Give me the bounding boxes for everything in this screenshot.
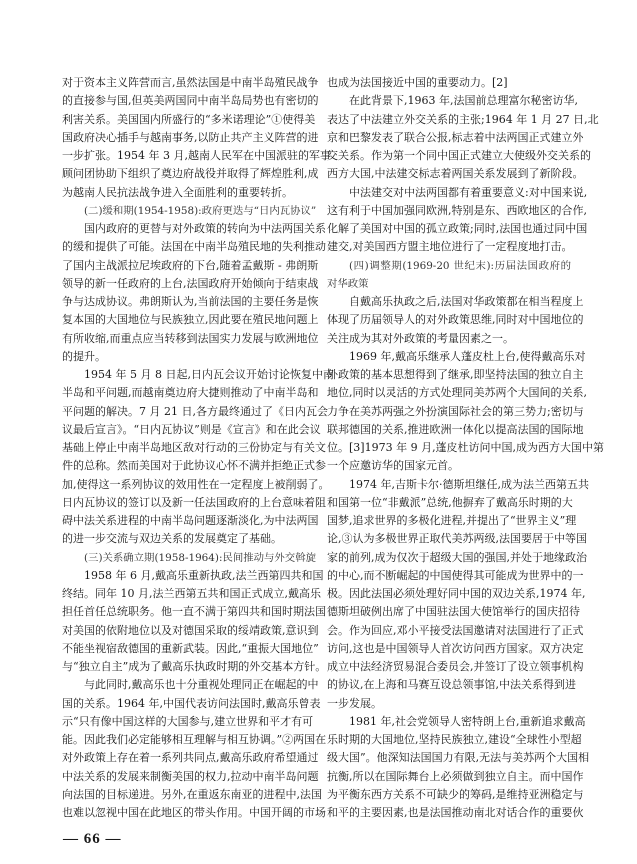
section-heading-line: (二)缓和期(1954-1958):政府更迭与“日内瓦协议” bbox=[84, 204, 317, 217]
text-line: 能。因此我们必定能够相互理解与相互协调。”②两国在 bbox=[62, 733, 327, 746]
text-line: 交关系。作为第一个同中国正式建立大使级外交关系的 bbox=[327, 149, 591, 162]
text-line: 不能坐视宿敌德国的重新武装。因此,“重振大国地位” bbox=[62, 641, 319, 655]
text-line: 件的总称。然而美国对于此协议心怀不满并拒绝正式参 bbox=[62, 459, 326, 473]
text-line: 示“只有像中国这样的大国参与,建立世界和平才有可 bbox=[62, 714, 314, 728]
text-line: 担任首任总统职务。他一直不满于第四共和国时期法国 bbox=[62, 605, 326, 619]
text-line: 复本国的大国地位与民族独立,因此要在殖民地问题上 bbox=[62, 313, 319, 327]
text-line: 1969 年,戴高乐继承人蓬皮杜上台,使得戴高乐对 bbox=[349, 349, 586, 363]
text-line: 顾问团协助下组织了奠边府战役并取得了辉煌胜利,成 bbox=[62, 167, 319, 181]
text-line: 中法建交对中法两国都有着重要意义:对中国来说, bbox=[349, 185, 588, 199]
text-line: 对外政策上存在着一系列共同点,戴高乐政府希望通过 bbox=[62, 751, 319, 765]
text-line: 力争在美苏两强之外扮演国际社会的第三势力;密切与 bbox=[327, 404, 584, 418]
text-line: 会。作为回应,邓小平接受法国邀请对法国进行了正式 bbox=[327, 623, 584, 637]
text-line: 国的关系。1964 年,中国代表访问法国时,戴高乐曾表 bbox=[62, 696, 321, 710]
text-line: 论,③认为多极世界正取代美苏两级,法国要居于中等国 bbox=[327, 532, 587, 546]
text-line: 碍中法关系进程的中南半岛问题逐渐淡化,为中法两国 bbox=[62, 514, 319, 527]
section-heading-line: 对华政策 bbox=[327, 277, 369, 290]
text-line: 外政策的基本思想得到了继承,即坚持法国的独立自主 bbox=[327, 368, 584, 381]
text-line: 领导的新一任政府的上台,法国政府开始倾向于结束战 bbox=[62, 276, 319, 290]
text-line: 位。[3]1973 年 9 月,蓬皮杜访问中国,成为西方大国中第 bbox=[327, 441, 605, 454]
text-line: 的协议,在上海和马赛互设总领事馆,中法关系得到进 bbox=[327, 678, 576, 692]
text-line: 地位,同时以灵活的方式处理同美苏两个大国间的关系, bbox=[327, 386, 587, 400]
text-line: 也成为法国接近中国的重要动力。[2] bbox=[327, 76, 508, 89]
text-line: 抗衡,所以在国际舞台上必须做到独立自主。而中国作 bbox=[327, 769, 584, 783]
text-line: 极。因此法国必须处理好同中国的双边关系,1974 年, bbox=[327, 587, 586, 600]
text-line: 对于资本主义阵营而言,虽然法国是中南半岛殖民战争 bbox=[62, 76, 319, 89]
text-line: 一步发展。 bbox=[327, 696, 382, 710]
section-heading-line: (三)关系确立期(1958-1964):民间推动与外交斡旋 bbox=[84, 551, 316, 564]
text-line: 日内瓦协议的签订以及新一任法国政府的上台意味着阻 bbox=[62, 495, 326, 509]
text-line: 表达了中法建立外交关系的主张;1964 年 1 月 27 日,北 bbox=[327, 112, 599, 126]
text-line: 1974 年,吉斯卡尔·德斯坦继任,成为法兰西第五共 bbox=[349, 477, 589, 491]
text-line: 与此同时,戴高乐也十分重视处理同正在崛起的中 bbox=[84, 678, 319, 692]
text-line: 一个应邀访华的国家元首。 bbox=[327, 459, 459, 473]
text-line: 德斯坦破例出席了中国驻法国大使馆举行的国庆招待 bbox=[327, 605, 580, 619]
text-line: 乐时期的大国地位,坚持民族独立,建设“全球性小型超 bbox=[327, 733, 582, 746]
text-line: 自戴高乐执政之后,法国对华政策都在相当程度上 bbox=[349, 295, 584, 308]
left-text-column bbox=[62, 74, 334, 822]
text-line: 联邦德国的关系,推进欧洲一体化以提高法国的国际地 bbox=[327, 422, 584, 436]
page-number: — 66 — bbox=[63, 831, 122, 847]
text-line: 的直接参与国,但英美两国同中南半岛局势也有密切的 bbox=[62, 94, 319, 108]
text-line: 为越南人民抗法战争进入全面胜利的重要转折。 bbox=[62, 185, 293, 199]
text-line: 京和巴黎发表了联合公报,标志着中法两国正式建立外 bbox=[327, 130, 584, 144]
right-text-column bbox=[327, 74, 605, 822]
text-line: 和平的主要因素,也是法国推动南北对话合作的重要伙 bbox=[327, 806, 584, 819]
section-heading-line: (四)调整期(1969-20 世纪末):历届法国政府的 bbox=[349, 259, 571, 272]
text-line: 向法国的目标递进。另外,在重返东南亚的进程中,法国 bbox=[62, 787, 322, 801]
text-line: 终结。同年 10 月,法兰西第五共和国正式成立,戴高乐 bbox=[62, 587, 321, 600]
text-line: 这有利于中国加强同欧洲,特别是东、西欧地区的合作, bbox=[327, 203, 587, 217]
text-line: 利害关系。美国国内所盛行的“多米诺理论”①使得美 bbox=[62, 112, 316, 126]
text-line: 关注成为其对外政策的考量因素之一。 bbox=[327, 331, 514, 345]
text-line: 争与达成协议。弗朗斯认为,当前法国的主要任务是恢 bbox=[62, 295, 319, 308]
text-line: 国内政府的更替与对外政策的转向为中法两国关系 bbox=[84, 222, 326, 235]
text-line: 与“独立自主”成为了戴高乐执政时期的外交基本方针。 bbox=[62, 660, 327, 673]
text-line: 为平衡东西方关系不可缺少的筹码,是维持亚洲稳定与 bbox=[327, 787, 584, 801]
text-line: 体现了历届领导人的对外政策思维,同时对中国地位的 bbox=[327, 313, 584, 327]
text-line: 1954 年 5 月 8 日起,日内瓦会议开始讨论恢复中南 bbox=[84, 368, 334, 381]
text-line: 访问,这也是中国领导人首次访问西方国家。双方决定 bbox=[327, 641, 584, 655]
text-line: 议最后宣言》。“日内瓦协议”则是《宣言》和在此会议 bbox=[62, 422, 321, 436]
text-line: 西方大国,中法建交标志着两国关系发展到了新阶段。 bbox=[327, 167, 584, 181]
text-line: 有所收缩,而重点应当转移到法国实力发展与欧洲地位 bbox=[62, 331, 319, 345]
text-line: 基础上停止中南半岛地区敌对行动的三份协定与有关文 bbox=[62, 441, 326, 454]
text-line: 1958 年 6 月,戴高乐重新执政,法兰西第四共和国 bbox=[84, 568, 324, 582]
text-line: 在此背景下,1963 年,法国前总理富尔秘密访华, bbox=[349, 94, 578, 108]
text-line: 一步扩张。1954 年 3 月,越南人民军在中国派驻的军事 bbox=[62, 149, 331, 162]
text-line: 成立中法经济贸易混合委员会,并签订了设立领事机构 bbox=[327, 660, 584, 673]
text-line: 了国内主战派拉尼埃政府的下台,随着孟戴斯 - 弗朗斯 bbox=[62, 258, 319, 272]
text-line: 建交,对美国西方盟主地位进行了一定程度地打击。 bbox=[327, 240, 573, 254]
text-line: 级大国”。他深知法国国力有限,无法与美苏两个大国相 bbox=[327, 751, 590, 765]
text-line: 家的前列,成为仅次于超级大国的强国,并处于地缘政治 bbox=[327, 550, 587, 564]
text-line: 对美国的依附地位以及对德国采取的绥靖政策,意识到 bbox=[62, 623, 319, 637]
text-line: 和国第一位“非戴派”总统,他摒弃了戴高乐时期的大 bbox=[327, 495, 573, 509]
text-line: 平问题的解决。7 月 21 日,各方最终通过了《日内瓦会 bbox=[62, 404, 328, 418]
text-line: 半岛和平问题,而越南奠边府大捷则推动了中南半岛和 bbox=[62, 386, 319, 400]
text-line: 的提升。 bbox=[62, 349, 106, 363]
text-line: 化解了美国对中国的孤立政策;同时,法国也通过同中国 bbox=[327, 222, 588, 235]
text-line: 国梦,追求世界的多极化进程,并提出了“世界主义”理 bbox=[327, 514, 577, 527]
text-line: 的进一步交流与双边关系的发展奠定了基础。 bbox=[62, 532, 282, 546]
text-line: 中法关系的发展来制衡美国的权力,拉动中南半岛问题 bbox=[62, 769, 319, 783]
text-line: 1981 年,社会党领导人密特朗上台,重新追求戴高 bbox=[349, 714, 586, 728]
text-line: 加,使得这一系列协议的效用性在一定程度上被削弱了。 bbox=[62, 477, 330, 491]
text-line: 的中心,而不断崛起的中国使得其可能成为世界中的一 bbox=[327, 568, 584, 582]
text-line: 也难以忽视中国在此地区的带头作用。中国开阔的市场 bbox=[62, 806, 326, 819]
text-line: 国政府决心插手与越南事务,以防止共产主义阵营的进 bbox=[62, 130, 319, 144]
text-line: 的缓和提供了可能。法国在中南半岛殖民地的失利推动 bbox=[62, 240, 326, 254]
